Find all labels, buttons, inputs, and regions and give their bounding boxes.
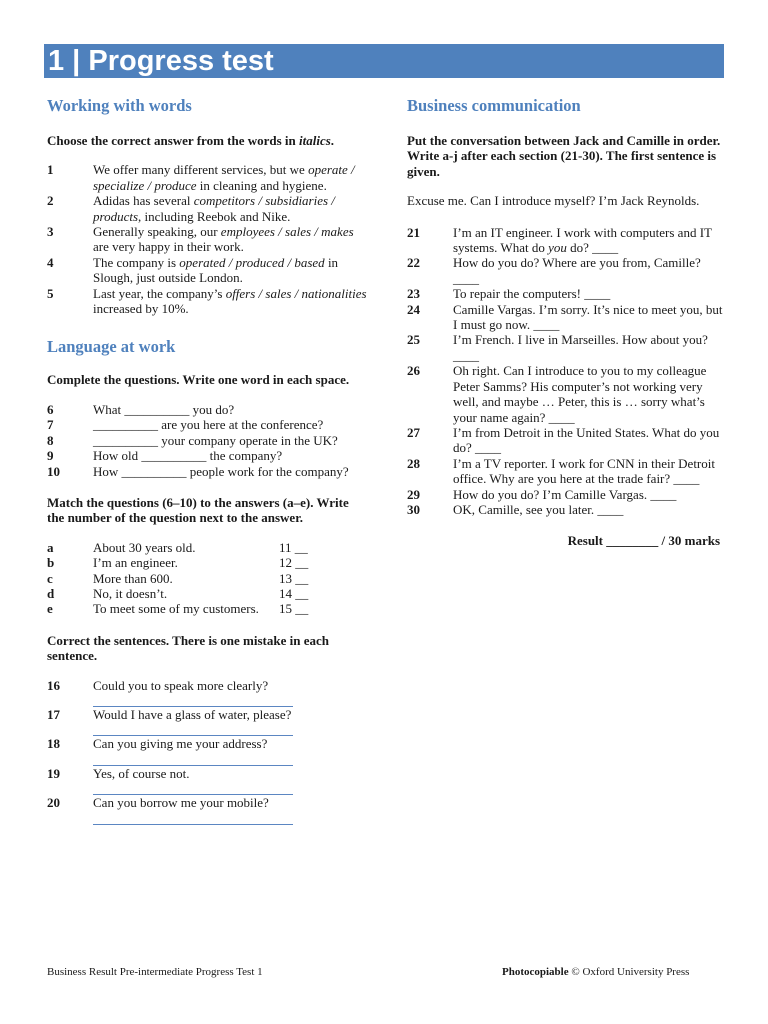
match-item-b: b I’m an engineer. 12 __ — [47, 555, 309, 571]
question-item-1: 1 We offer many different services, but we operate / specialize / produce in cleaning and hygiene. — [47, 162, 355, 193]
conversation-item-24: 24 Camille Vargas. I’m sorry. It’s nice to meet you, but I must go now. ____ — [407, 301, 723, 333]
conversation-item-25: 25 I’m French. I live in Marseilles. How about you? ____ — [407, 332, 708, 363]
match-item-e: e To meet some of my customers. 15 __ — [47, 601, 309, 617]
question-item-16: 16 Could you to speak more clearly? — [47, 677, 269, 693]
complete-questions-instruction: Complete the questions. Write one word in each space. — [47, 372, 350, 388]
match-item-d: d No, it doesn’t. 14 __ — [47, 585, 309, 601]
working-with-words-heading: Working with words — [47, 96, 192, 115]
complete-questions-list — [47, 402, 367, 479]
given-sentence: Excuse me. Can I introduce myself? I’m Jack Reynolds. — [407, 193, 700, 209]
match-answers-list — [47, 540, 367, 617]
result-score: Result ________ / 30 marks — [567, 533, 720, 549]
footer-copyright: Photocopiable © Oxford University Press — [502, 966, 690, 978]
match-item-a: a About 30 years old. 11 __ — [47, 539, 308, 555]
correct-sentences-instruction: Correct the sentences. There is one mistake in each sentence. — [47, 632, 329, 664]
question-item-19: 19 Yes, of course not. — [47, 765, 190, 781]
conversation-item-29: 29 How do you do? I’m Camille Vargas. ____ — [407, 486, 677, 502]
conversation-list — [407, 225, 727, 518]
page-title: 1 | Progress test — [48, 45, 274, 77]
conversation-item-22: 22 How do you do? Where are you from, Camille? ____ — [407, 255, 701, 286]
conversation-item-27: 27 I’m from Detroit in the United States. What do you do? ____ — [407, 424, 720, 456]
conversation-item-30: 30 OK, Camille, see you later. ____ — [407, 501, 624, 517]
conversation-instruction: Put the conversation between Jack and Camille in order. Write a-j after each section (21-30). The first sentence is given. — [407, 133, 721, 179]
question-item-9: 9 How old __________ the company? — [47, 448, 283, 464]
question-item-5: 5 Last year, the company’s offers / sales / nationalities increased by 10%. — [47, 285, 367, 317]
left-column — [47, 96, 367, 825]
business-communication-heading: Business communication — [407, 96, 581, 115]
conversation-item-28: 28 I’m a TV reporter. I work for CNN in their Detroit office. Why are you here at the trade fair? ____ — [407, 455, 715, 487]
question-item-7: 7 __________ are you here at the conference? — [47, 417, 324, 433]
correct-sentences-list — [47, 678, 367, 825]
question-item-6: 6 What __________ you do? — [47, 401, 235, 417]
working-with-words-instruction: Choose the correct answer from the words in italics. — [47, 133, 335, 148]
right-column — [407, 96, 727, 549]
question-item-10: 10 How __________ people work for the company? — [47, 463, 349, 479]
question-item-18: 18 Can you giving me your address? — [47, 736, 268, 752]
question-item-3: 3 Generally speaking, our employees / sales / makes are very happy in their work. — [47, 224, 354, 255]
language-at-work-heading: Language at work — [47, 337, 176, 357]
match-item-c: c More than 600. 13 __ — [47, 570, 309, 586]
match-questions-instruction: Match the questions (6–10) to the answers (a–e). Write the number of the question next to the answer. — [47, 494, 349, 526]
answer-line-20[interactable] — [93, 824, 293, 825]
question-item-20: 20 Can you borrow me your mobile? — [47, 795, 269, 811]
question-item-8: 8 __________ your company operate in the UK? — [47, 432, 338, 448]
question-item-2: 2 Adidas has several competitors / subsidiaries / products, including Reebok and Nike. — [47, 193, 335, 224]
question-item-4: 4 The company is operated / produced / based in Slough, just outside London. — [47, 254, 339, 286]
conversation-item-26: 26 Oh right. Can I introduce to you to my colleague Peter Samms? His computer’s not working very well, and maybe … Peter, this is … sorry what’s your name again? ____ — [407, 363, 707, 425]
conversation-item-21: 21 I’m an IT engineer. I work with computers and IT systems. What do you do? ____ — [407, 224, 712, 256]
title-banner — [44, 44, 724, 78]
question-item-17: 17 Would I have a glass of water, please? — [47, 706, 292, 722]
footer-title: Business Result Pre-intermediate Progress Test 1 — [47, 966, 263, 978]
working-with-words-list — [47, 162, 367, 316]
conversation-item-23: 23 To repair the computers! ____ — [407, 286, 611, 302]
